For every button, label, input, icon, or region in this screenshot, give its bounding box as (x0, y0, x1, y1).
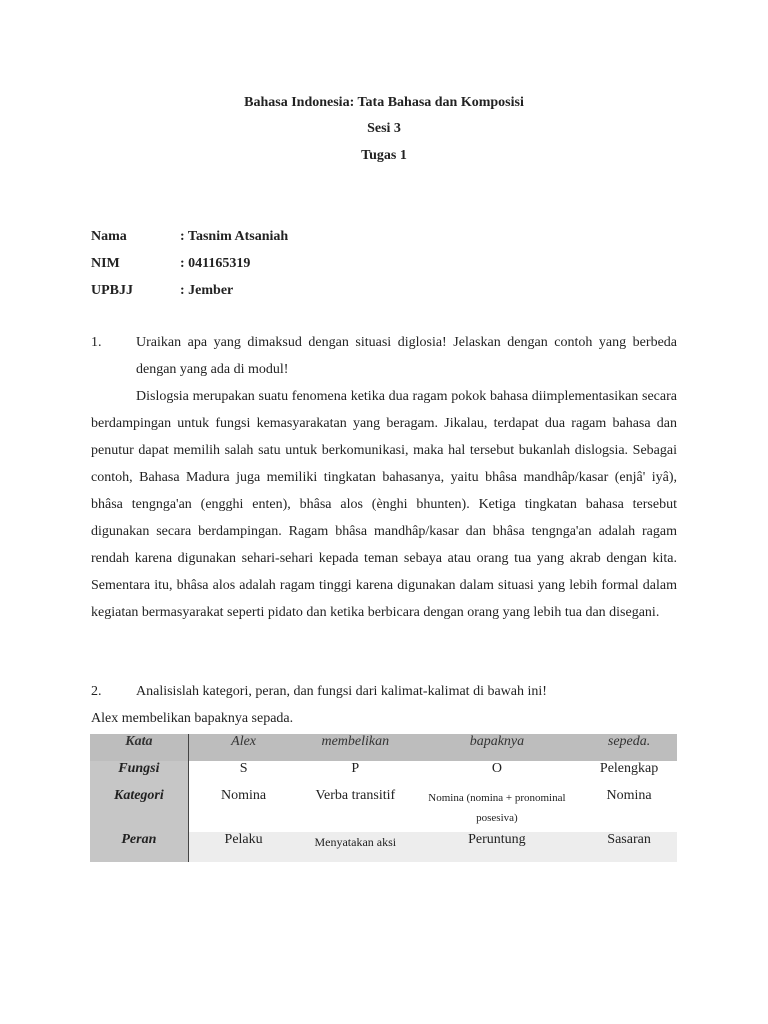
question-1-answer: Dislogsia merupakan suatu fenomena ketika dua ragam pokok bahasa diimplementasikan secara berdampingan untuk fungsi kemasyarakatan yang beragam. Jikalau, terdapat dua ragam bahasa dan penutur dapat memilih salah satu untuk berkomunikasi, maka hal tersebut bukanlah dislogsia. Sebagai contoh, Bahasa Madura juga memiliki tingkatan bahasanya, yaitu bhâsa mandhâp/kasar (enjâ' iyâ), bhâsa tengnga'an (engghi enten), bhâsa alos (ènghi bhunten). Ketiga tingkatan bahasa tersebut digunakan secara berdampingan. Ragam bhâsa mandhâp/kasar dan bhâsa tengnga'an adalah ragam rendah karena digunakan sehari-sehari kepada teman sebaya atau orang tua yang akrab dengan kita. Sementara itu, bhâsa alos adalah ragam tinggi karena digunakan dalam situasi yang lebih formal dalam kegiatan bermasyarakat seperti pidato dan ketika berbicara dengan orang yang lebih tua dan disegani. (91, 389, 677, 620)
table-header-cell: Kata (90, 734, 188, 761)
question-1-number: 1. (91, 335, 102, 350)
table-cell: Menyatakan aksi (298, 832, 412, 862)
row-label: Peran (90, 832, 188, 862)
table-row (90, 788, 677, 832)
table-cell: P (298, 761, 412, 788)
table-header-row (90, 734, 677, 761)
identity-label: UPBJJ (91, 283, 133, 298)
table-cell: Nomina (582, 788, 677, 832)
identity-name-row (91, 229, 288, 245)
table-header-cell: sepeda. (582, 734, 677, 761)
table-cell: Sasaran (582, 832, 677, 862)
table-cell: O (412, 761, 581, 788)
identity-value: : 041165319 (180, 256, 251, 271)
table-cell: S (188, 761, 298, 788)
question-1-prompt: Uraikan apa yang dimaksud dengan situasi diglosia! Jelaskan dengan contoh yang berbeda dengan yang ada di modul! (136, 335, 677, 377)
question-2-prompt: Analisislah kategori, peran, dan fungsi dari kalimat-kalimat di bawah ini! (136, 684, 547, 699)
identity-label: NIM (91, 256, 120, 271)
table-row (90, 832, 677, 862)
identity-upbjj-row (91, 283, 233, 299)
table-cell: Nomina (nomina + pronominal posesiva) (412, 788, 581, 832)
analysis-table (90, 734, 677, 862)
row-label: Fungsi (90, 761, 188, 788)
question-2-number: 2. (91, 684, 102, 699)
table-cell: Verba transitif (298, 788, 412, 832)
table-header-cell: membelikan (298, 734, 412, 761)
table-header-cell: bapaknya (412, 734, 581, 761)
table-cell: Pelengkap (582, 761, 677, 788)
identity-label: Nama (91, 229, 127, 244)
table-cell: Pelaku (188, 832, 298, 862)
question-2-sentence: Alex membelikan bapaknya sepada. (91, 711, 294, 726)
identity-value: : Tasnim Atsaniah (180, 229, 289, 244)
identity-value: : Jember (180, 283, 234, 298)
table-row (90, 761, 677, 788)
identity-nim-row (91, 256, 250, 272)
course-title: Bahasa Indonesia: Tata Bahasa dan Komposisi (244, 95, 524, 110)
table-cell: Peruntung (412, 832, 581, 862)
assignment-title: Tugas 1 (361, 148, 407, 163)
row-label: Kategori (90, 788, 188, 832)
session-title: Sesi 3 (367, 121, 401, 136)
table-cell: Nomina (188, 788, 298, 832)
table-header-cell: Alex (188, 734, 298, 761)
